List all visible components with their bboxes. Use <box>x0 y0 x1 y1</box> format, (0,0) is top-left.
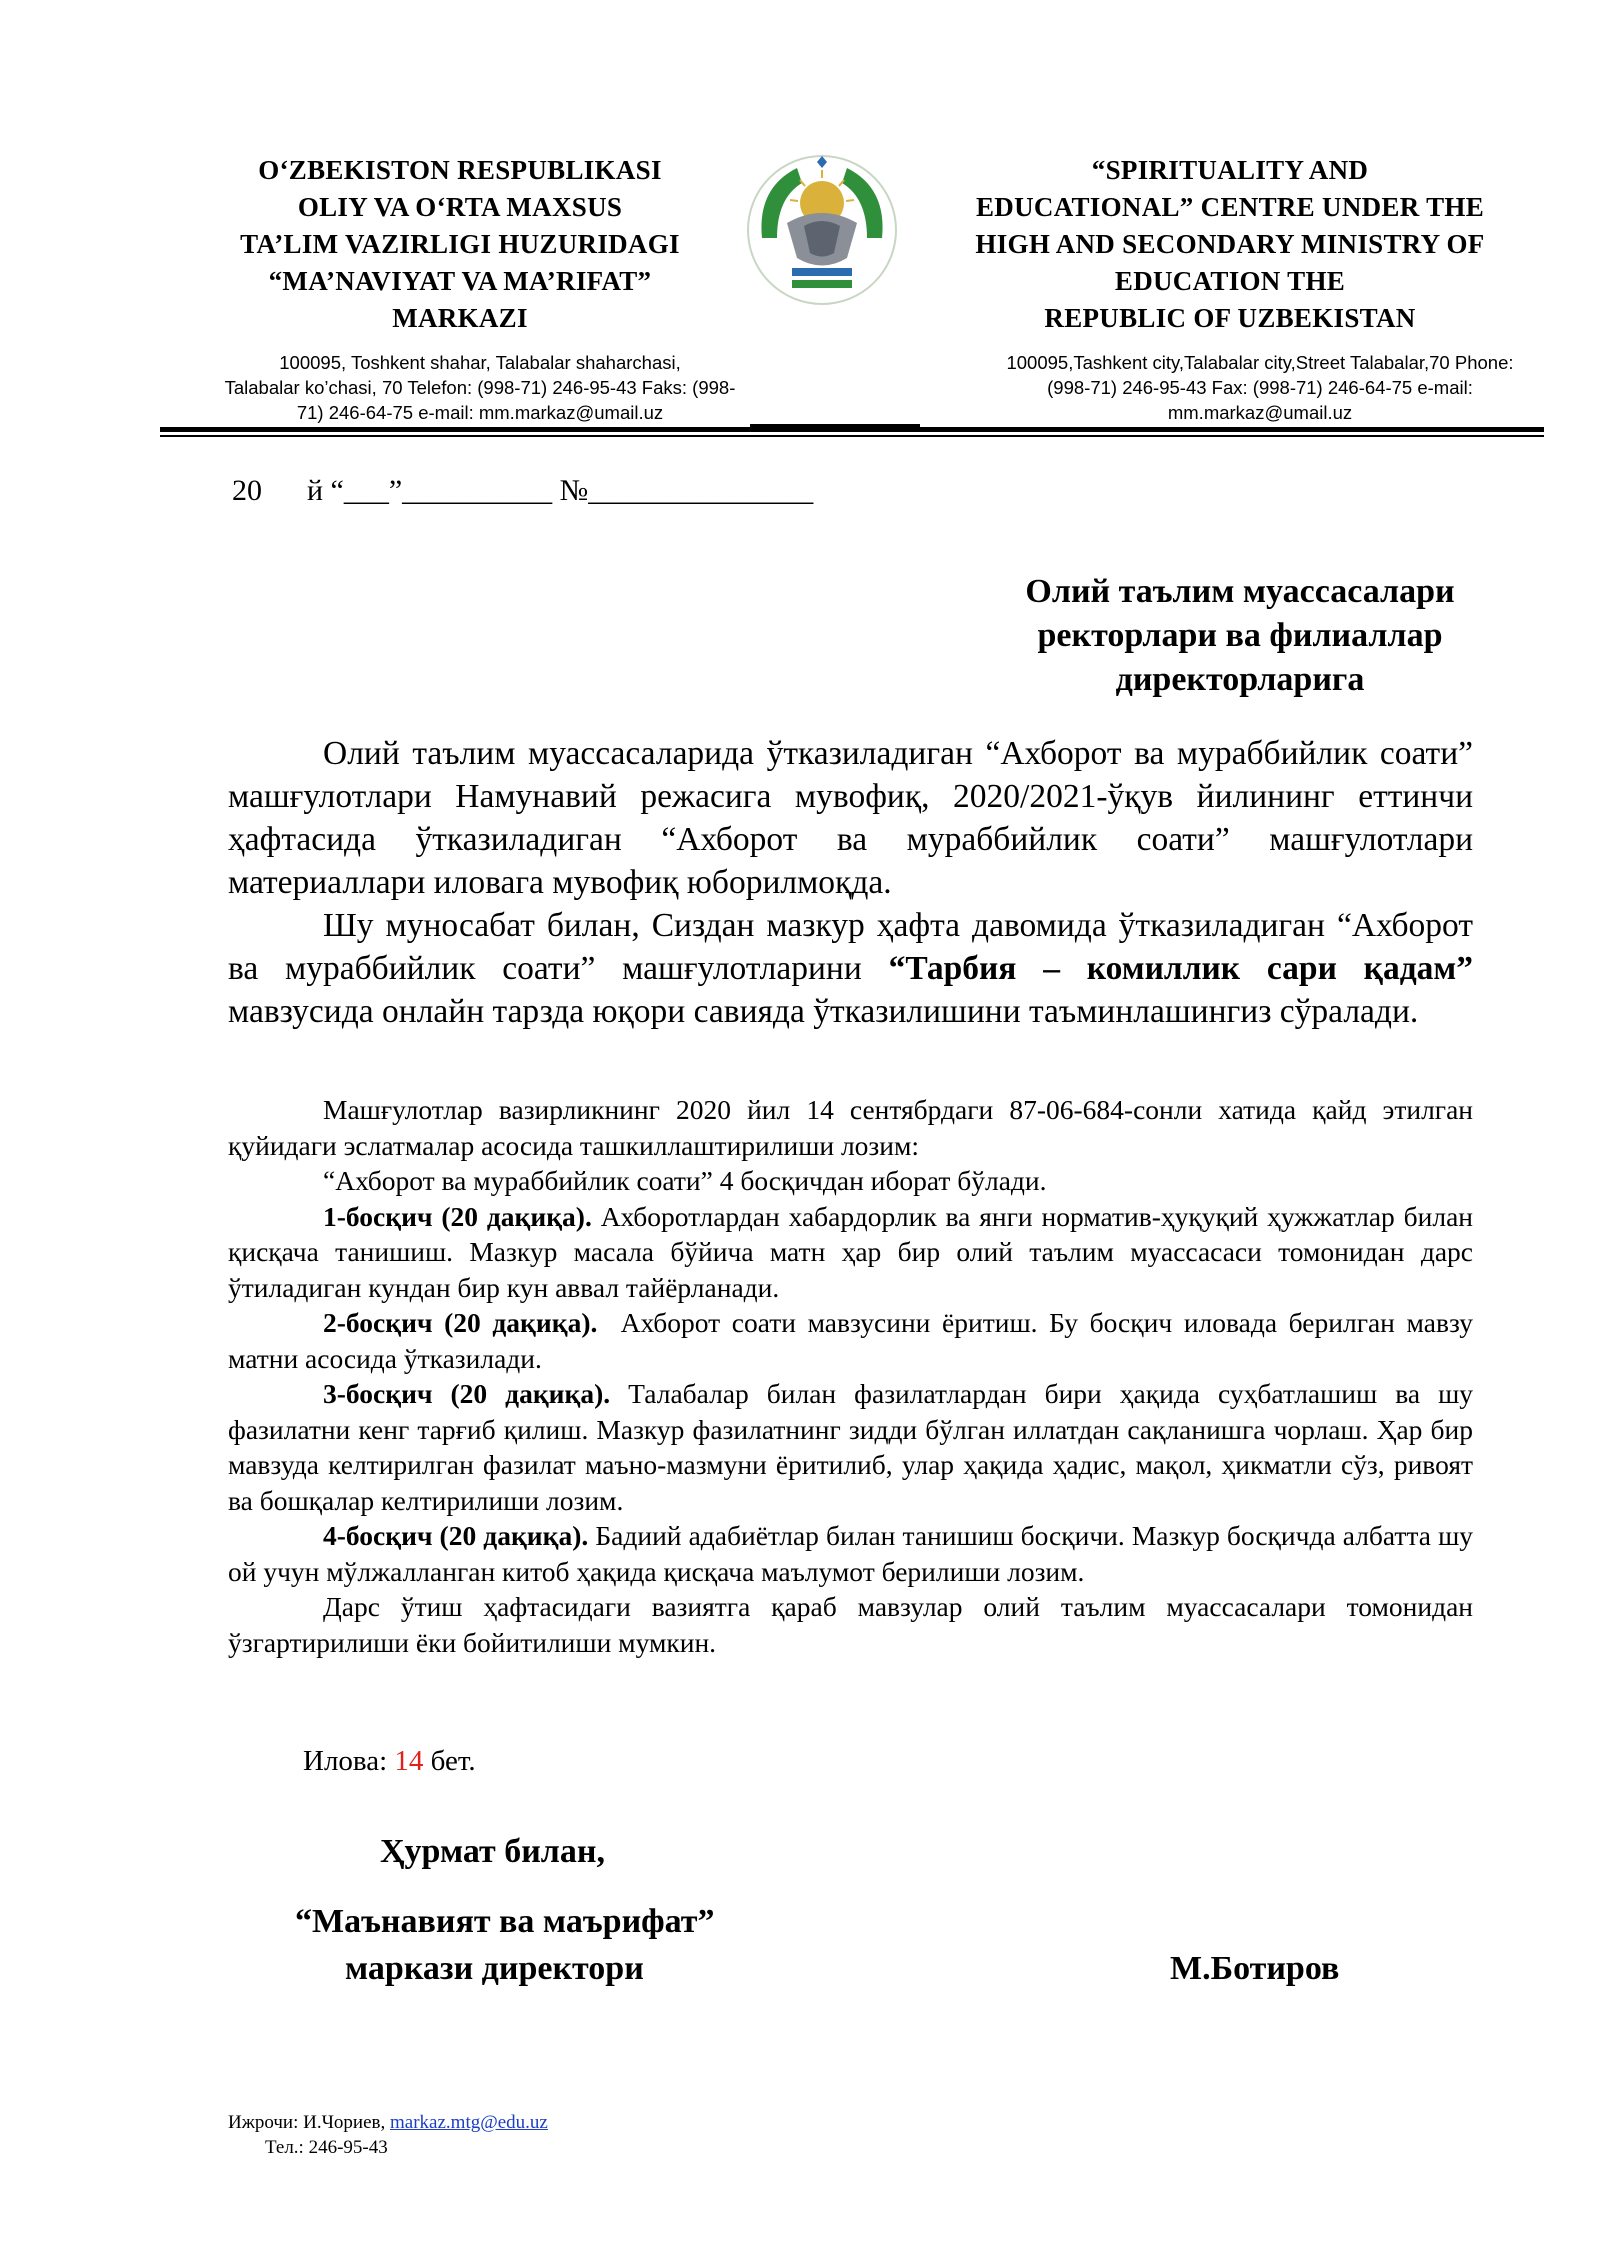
signature-org: “Маънавият ва маърифат” <box>295 1903 715 1940</box>
stage-4 <box>228 1518 1473 1589</box>
header-en-line-4: EDUCATION THE <box>1114 266 1346 296</box>
header-org-uz <box>180 152 740 337</box>
header-uz-line-1: O‘ZBEKISTON RESPUBLIKASI <box>258 155 662 185</box>
address-uz <box>185 350 775 425</box>
header-uz-line-3: TA’LIM VAZIRLIGI HUZURIDAGI <box>240 229 680 259</box>
signature-role: маркази директори <box>345 1950 644 1987</box>
stage-2 <box>228 1305 1480 1376</box>
body-main <box>228 732 1473 1033</box>
executor-label: Ижрочи: И.Чориев, <box>228 2112 391 2133</box>
header-en-line-2: EDUCATIONAL” CENTRE UNDER THE <box>975 192 1485 222</box>
executor-phone: Тел.: 246-95-43 <box>265 2137 388 2158</box>
address-uz-line-1: 100095, Toshkent shahar, Talabalar shaharchasi, <box>279 352 681 373</box>
stage-2-title: 2-босқич (20 дақиқа). <box>323 1307 598 1338</box>
executor-line <box>228 2112 548 2134</box>
stage-1-text: Ахборотлардан хабардорлик ва янги норматив-ҳуқуқий ҳужжатлар билан қисқача танишиш. Мазкур масала бўйича матн ҳар бир олий таълим муассасаси томонидан дарс ўтиладиган кундан бир кун аввал тайёрланади. <box>228 1200 1473 1303</box>
stage-4-title: 4-босқич (20 дақиқа). <box>323 1520 589 1551</box>
address-uz-line-2: Talabalar ko’chasi, 70 Telefon: (998-71) 246-95-43 Faks: (998- <box>224 377 736 398</box>
header-divider-thin <box>160 435 1544 437</box>
stage-3-title: 3-босқич (20 дақиқа). <box>323 1378 611 1409</box>
attachment-pages: 14 <box>394 1745 424 1777</box>
details-intro: Машғулотлар вазирликнинг 2020 йил 14 сентябрдаги 87-06-684-сонли хатида қайд этилган қуйидаги эслатмалар асосида ташкиллаштирилиши лозим: <box>228 1094 1473 1161</box>
attachment-label: Илова: <box>303 1745 395 1777</box>
addressee-line-1: Олий таълим муассасалари <box>1025 573 1455 610</box>
stage-3 <box>228 1376 1473 1518</box>
signature-name: М.Ботиров <box>1170 1950 1340 1987</box>
address-uz-line-3: 71) 246-64-75 e-mail: mm.markaz@umail.uz <box>296 402 664 423</box>
body-paragraph-2-end: мавзусида онлайн тарзда юқори савияда ўтказилишини таъминлашингиз сўралади. <box>228 993 1419 1030</box>
body-paragraph-2 <box>228 904 1473 1033</box>
address-en-line-2: (998-71) 246-95-43 Fax: (998-71) 246-64-75 e-mail: <box>1047 377 1473 398</box>
header-en-line-1: “SPIRITUALITY AND <box>1091 155 1369 185</box>
header-en-line-5: REPUBLIC OF UZBEKISTAN <box>1044 303 1416 333</box>
addressee-line-2: ректорлари ва филиаллар <box>1037 617 1443 654</box>
body-paragraph-1: Олий таълим муассасаларида ўтказиладиган “Ахборот ва мураббийлик соати” машғулотлари Намунавий режасига мувофиқ, 2020/2021-ўқув йилининг еттинчи ҳафтасида ўтказиладиган “Ахборот ва мураббийлик соати” машғулотлари материаллари иловага мувофиқ юборилмоқда. <box>228 735 1473 901</box>
date-number-line: 20 й “___”__________ №_______________ <box>232 474 814 507</box>
attachment-note <box>303 1745 476 1778</box>
header-uz-line-4: “MA’NAVIYAT VA MA’RIFAT” <box>268 266 652 296</box>
attachment-unit: бет. <box>423 1745 476 1777</box>
addressee-block <box>960 570 1520 702</box>
header-en-line-3: HIGH AND SECONDARY MINISTRY OF <box>975 229 1485 259</box>
executor-email-link[interactable]: markaz.mtg@edu.uz <box>390 2112 548 2133</box>
address-en <box>960 350 1560 425</box>
address-en-line-1: 100095,Tashkent city,Talabalar city,Street Talabalar,70 Phone: <box>1006 352 1514 373</box>
body-paragraph-2-start: Шу муносабат билан, Сиздан мазкур ҳафта давомида ўтказиладиган “Ахборот ва мураббийлик соати” машғулотларини <box>228 907 1473 987</box>
body-details <box>228 1092 1480 1660</box>
details-closing: Дарс ўтиш ҳафтасидаги вазиятга қараб мавзулар олий таълим муассасалари томонидан ўзгартирилиши ёки бойитилиши мумкин. <box>228 1591 1473 1658</box>
stage-4-text: Бадиий адабиётлар билан танишиш босқичи. Мазкур босқичда албатта шу ой учун мўлжалланган китоб ҳақида қисқача маълумот берилиши лозим. <box>228 1520 1474 1587</box>
signature-greeting: Ҳурмат билан, <box>380 1833 605 1870</box>
header-uz-line-2: OLIY VA O‘RTA MAXSUS <box>297 192 623 222</box>
header-uz-line-5: MARKAZI <box>392 303 528 333</box>
address-en-line-3: mm.markaz@umail.uz <box>1167 402 1353 423</box>
addressee-line-3: директорларига <box>1115 661 1365 698</box>
details-stages-count: “Ахборот ва мураббийлик соати” 4 босқичдан иборат бўлади. <box>323 1165 1047 1196</box>
stage-1-title: 1-босқич (20 дақиқа). <box>323 1200 592 1232</box>
stage-2-text: Ахборот соати мавзусини ёритиш. Бу босқич иловада берилган мавзу матни асосида ўтказилади. <box>228 1307 1480 1374</box>
header-org-en <box>920 152 1540 337</box>
topic-title: “Тарбия – комиллик сари қадам” <box>888 950 1473 987</box>
stage-3-text: Талабалар билан фазилатлардан бири ҳақида суҳбатлашиш ва шу фазилатни кенг тарғиб қилиш. Мазкур фазилатнинг зидди бўлган иллатдан сақланишга чорлаш. Ҳар бир мавзуда келтирилган фазилат маъно-мазмуни ёритилиб, улар ҳақида ҳадис, мақол, ҳикматли сўз, ривоят ва бошқалар келтирилиши лозим. <box>228 1378 1473 1516</box>
stage-1 <box>228 1199 1473 1306</box>
state-emblem-icon <box>742 148 902 308</box>
header-divider-thick <box>160 427 1544 432</box>
